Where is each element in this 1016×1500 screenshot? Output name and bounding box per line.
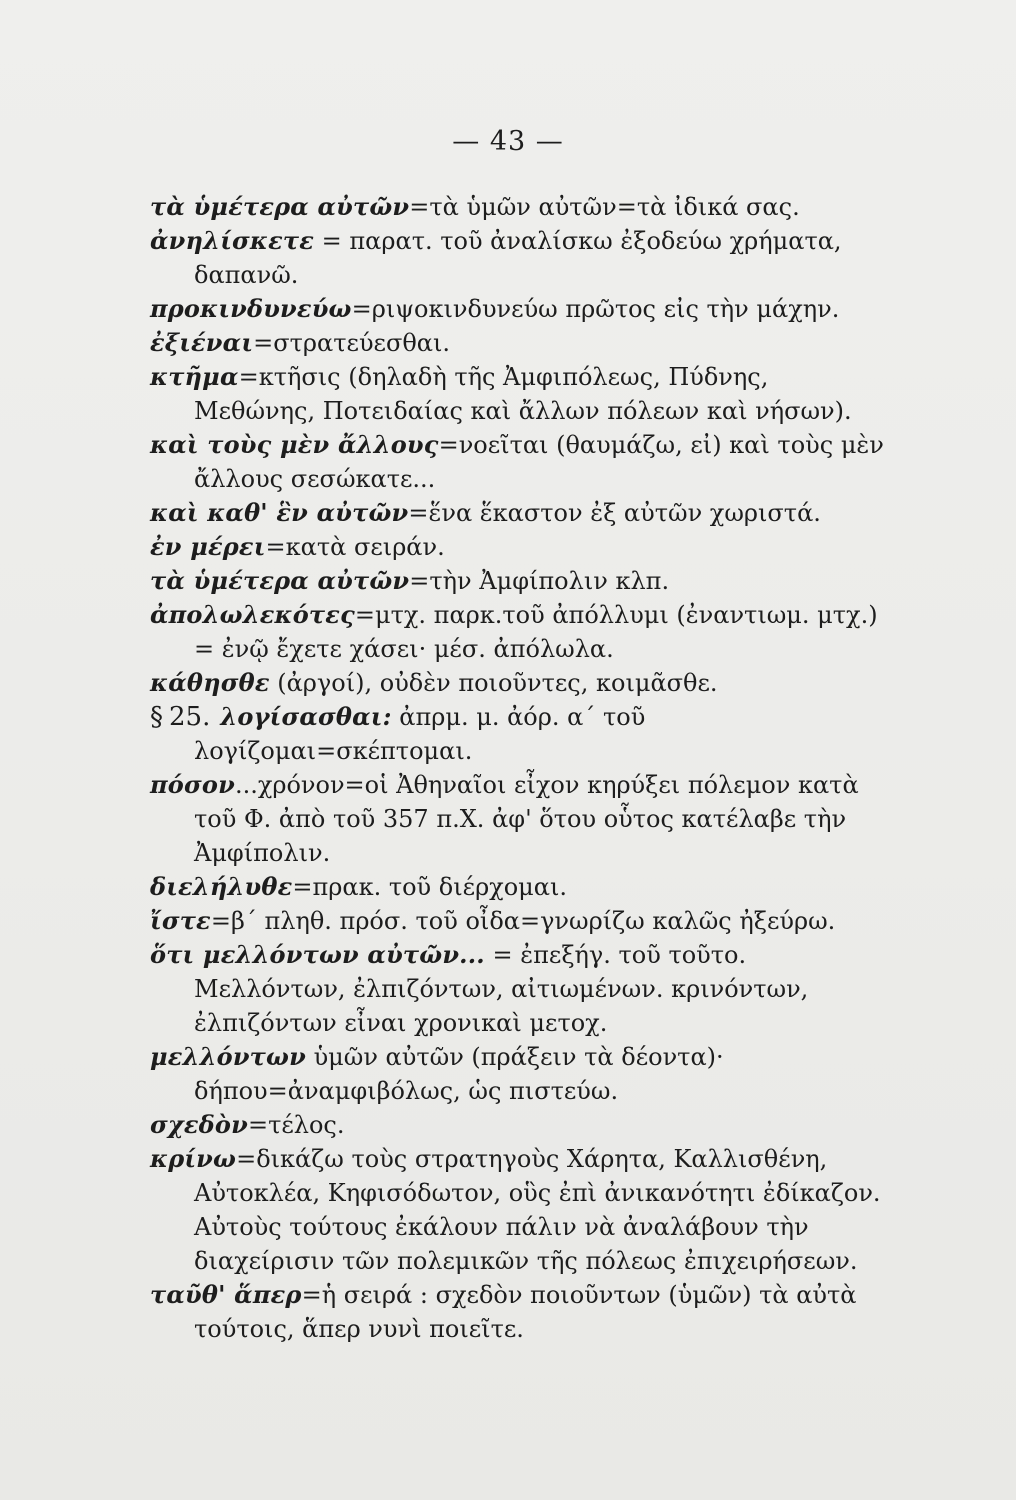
section-entry [150, 700, 885, 768]
entry-term: τὰ ὑμέτερα αὐτῶν [150, 566, 410, 595]
entry-text: =κτῆσις (δηλαδὴ τῆς Ἀμφιπόλεως, Πύδνης, Μεθώνης, Ποτειδαίας καὶ ἄλλων πόλεων καὶ νήσων). [194, 363, 852, 425]
entry-term: ταῦθ' ἅπερ [150, 1280, 302, 1309]
entry-term: τὰ ὑμέτερα αὐτῶν [150, 192, 410, 221]
entry-text: =ἕνα ἕκαστον ἐξ αὐτῶν χωριστά. [408, 499, 821, 527]
glossary-entry [150, 1142, 885, 1278]
entry-text: =ἡ σειρά : σχεδὸν ποιοῦντων (ὑμῶν) τὰ αὐτὰ τούτοις, ἅπερ νυνὶ ποιεῖτε. [194, 1281, 857, 1343]
page-number: — 43 — [452, 126, 564, 157]
entry-text: =τέλος. [247, 1111, 345, 1139]
entry-term: ἐξιέναι [150, 328, 254, 357]
glossary-entry [150, 1278, 885, 1346]
entry-text: =μτχ. παρκ.τοῦ ἀπόλλυμι (ἐναντιωμ. μτχ.) = ἐνῷ ἔχετε χάσει· μέσ. ἀπόλωλα. [194, 601, 878, 663]
glossary-entry [150, 496, 885, 530]
glossary-entry [150, 1108, 885, 1142]
entry-text: ...χρόνον=οἱ Ἀθηναῖοι εἶχον κηρύξει πόλεμον κατὰ τοῦ Φ. ἀπὸ τοῦ 357 π.Χ. ἀφ' ὅτου οὗτος κατέλαβε τὴν Ἀμφίπολιν. [194, 771, 859, 867]
entry-term: πόσον [150, 770, 235, 799]
entry-text: =δικάζω τοὺς στρατηγοὺς Χάρητα, Καλλισθένη, Αὐτοκλέα, Κηφισόδωτον, οὓς ἐπὶ ἀνικανότητι ἐδίκαζον. Αὐτοὺς τούτους ἐκάλουν πάλιν νὰ ἀναλάβουν τὴν διαχείρισιν τῶν πολεμικῶν τῆς πόλεως ἐπιχειρήσεων. [194, 1145, 881, 1275]
glossary-entry [150, 190, 885, 224]
entry-text: (ἀργοί), οὐδὲν ποιοῦντες, κοιμᾶσθε. [269, 669, 718, 697]
entry-term: λογίσασθαι: [220, 702, 392, 731]
entry-text: = παρατ. τοῦ ἀναλίσκω ἐξοδεύω χρήματα, δαπανῶ. [194, 227, 842, 289]
entry-text: =στρατεύεσθαι. [253, 329, 451, 357]
section-mark: § [150, 702, 163, 732]
entry-term: ἀπολωλεκότες [150, 600, 355, 629]
glossary-entry [150, 1040, 885, 1108]
entry-term: ὅτι μελλόντων αὐτῶν... [150, 940, 485, 969]
glossary-entry [150, 666, 885, 700]
entry-term: διελήλυθε [150, 872, 293, 901]
entry-term: προκινδυνεύω [150, 294, 352, 323]
entry-term: κρίνω [150, 1144, 237, 1173]
entry-text: ἀπρμ. μ. ἀόρ. α΄ τοῦ λογίζομαι=σκέπτομαι. [194, 703, 646, 765]
entry-text: =πρακ. τοῦ διέρχομαι. [292, 873, 568, 901]
glossary-entry [150, 292, 885, 326]
entry-term: ἴστε [150, 906, 211, 935]
entry-term: κάθησθε [150, 668, 270, 697]
glossary-entry [150, 564, 885, 598]
glossary-entry [150, 870, 885, 904]
glossary-entry [150, 904, 885, 938]
entry-term: σχεδὸν [150, 1110, 248, 1139]
entry-text: = ἐπεξήγ. τοῦ τοῦτο. Μελλόντων, ἐλπιζόντων, αἰτιωμένων. κρινόντων, ἐλπιζόντων εἶναι χρονικαὶ μετοχ. [194, 941, 809, 1037]
section-number: 25. [169, 702, 211, 732]
entry-term: ἐν μέρει [150, 532, 266, 561]
entry-term: ἀνηλίσκετε [150, 226, 315, 255]
entry-term: κτῆμα [150, 362, 239, 391]
entry-term: καὶ τοὺς μὲν ἄλλους [150, 430, 439, 459]
glossary-entry [150, 768, 885, 870]
glossary-entry [150, 326, 885, 360]
glossary-entry [150, 598, 885, 666]
glossary-entry [150, 938, 885, 1040]
entry-text: =νοεῖται (θαυμάζω, εἰ) καὶ τοὺς μὲν ἄλλους σεσώκατε... [194, 431, 884, 493]
entry-term: καὶ καθ' ἓν αὐτῶν [150, 498, 409, 527]
glossary-entry [150, 428, 885, 496]
glossary-content [150, 190, 885, 1346]
entry-text: ὑμῶν αὐτῶν (πράξειν τὰ δέοντα)· δήπου=ἀναμφιβόλως, ὡς πιστεύω. [194, 1043, 724, 1105]
entry-text: =τὴν Ἀμφίπολιν κλπ. [409, 567, 670, 595]
entry-term: μελλόντων [150, 1042, 306, 1071]
glossary-entry [150, 224, 885, 292]
entry-text: =κατὰ σειράν. [265, 533, 445, 561]
glossary-entry [150, 360, 885, 428]
glossary-entry [150, 530, 885, 564]
entry-text: =τὰ ὑμῶν αὐτῶν=τὰ ἰδικά σας. [409, 193, 800, 221]
entry-text: =β΄ πληθ. πρόσ. τοῦ οἶδα=γνωρίζω καλῶς ἠξεύρω. [210, 907, 836, 935]
entry-text: =ριψοκινδυνεύω πρῶτος εἰς τὴν μάχην. [351, 295, 840, 323]
